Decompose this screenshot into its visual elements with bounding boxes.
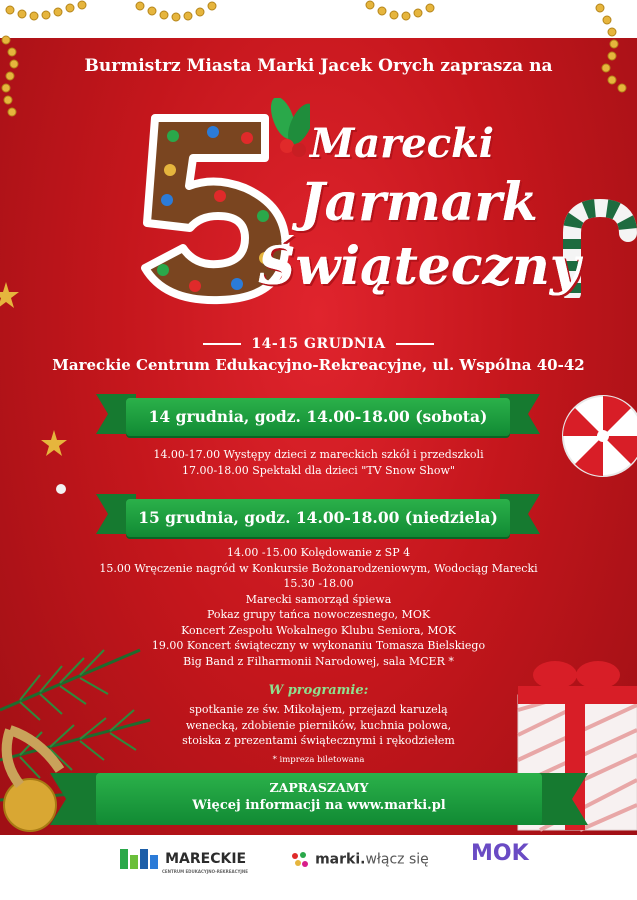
program-line: wenecką, zdobienie pierników, kuchnia polowa, xyxy=(185,718,452,732)
mcer-logo-text: MARECKIE xyxy=(165,851,247,867)
closing-info-link[interactable]: Więcej informacji na www.marki.pl xyxy=(192,798,446,813)
marki-logo-text: marki. xyxy=(315,851,366,868)
marki-logo xyxy=(290,849,429,870)
pearl-icon xyxy=(54,482,68,496)
schedule-item: Koncert Zespołu Wokalnego Klubu Seniora, MOK xyxy=(181,623,456,637)
mcer-logo-icon xyxy=(120,847,160,871)
peppermint-candy-icon xyxy=(558,386,637,496)
program-heading: W programie: xyxy=(268,683,369,698)
invitation-text: Burmistrz Miasta Marki Jacek Orych zaprasza na xyxy=(84,56,553,76)
mcer-logo-subtext: CENTRUM EDUKACYJNO-REKREACYJNE xyxy=(162,869,248,874)
program-line: stoiska z prezentami świątecznymi i rękodziełem xyxy=(182,734,455,747)
holly-icon xyxy=(266,98,310,157)
schedule-item: 15.00 Wręczenie nagród w Konkursie Bożonarodzeniowym, Wodociąg Marecki xyxy=(99,561,538,575)
title-line-1: Marecki xyxy=(310,120,494,167)
schedule-item: Big Band z Filharmonii Narodowej, sala MCER * xyxy=(183,654,454,668)
schedule-item: 19.00 Koncert świąteczny w wykonaniu Tomasza Bielskiego xyxy=(151,639,486,652)
schedule-item: 17.00-18.00 Spektakl dla dzieci "TV Snow Show" xyxy=(182,463,455,477)
day1-ribbon: 14 grudnia, godz. 14.00-18.00 (sobota) xyxy=(126,398,510,436)
schedule-item: Marecki samorząd śpiewa xyxy=(245,592,392,606)
dates-text: 14-15 GRUDNIA xyxy=(251,336,386,352)
schedule-item: 15.30 -18.00 xyxy=(283,577,354,590)
mcer-logo xyxy=(120,847,248,874)
marki-logo-icon xyxy=(290,850,310,870)
schedule-item: 14.00 -15.00 Kolędowanie z SP 4 xyxy=(226,546,411,559)
title-line-2: Jarmark xyxy=(300,172,538,233)
mok-logo-text: MOK xyxy=(471,841,529,866)
mok-logo xyxy=(471,841,529,866)
closing-ribbon xyxy=(96,773,542,825)
closing-invite: ZAPRASZAMY xyxy=(269,780,369,795)
day1-schedule xyxy=(0,447,637,478)
event-dates xyxy=(0,336,637,352)
schedule-item: 14.00-17.00 Występy dzieci z mareckich szkół i przedszkoli xyxy=(153,448,484,461)
star-icon xyxy=(0,280,30,320)
title-line-3: Świąteczny xyxy=(258,236,581,297)
footer-logos xyxy=(0,835,637,900)
divider-line xyxy=(203,343,241,345)
day2-ribbon: 15 grudnia, godz. 14.00-18.00 (niedziela) xyxy=(126,499,510,537)
program-line: spotkanie ze św. Mikołajem, przejazd karuzelą xyxy=(189,703,448,716)
event-venue: Mareckie Centrum Edukacyjno-Rekreacyjne, ul. Wspólna 40-42 xyxy=(52,356,585,374)
divider-line xyxy=(396,343,434,345)
bauble-icon xyxy=(4,779,56,831)
marki-logo-tagline: włącz się xyxy=(365,851,429,868)
ticket-note: * impreza biletowana xyxy=(272,755,365,765)
schedule-item: Pokaz grupy tańca nowoczesnego, MOK xyxy=(206,608,431,621)
